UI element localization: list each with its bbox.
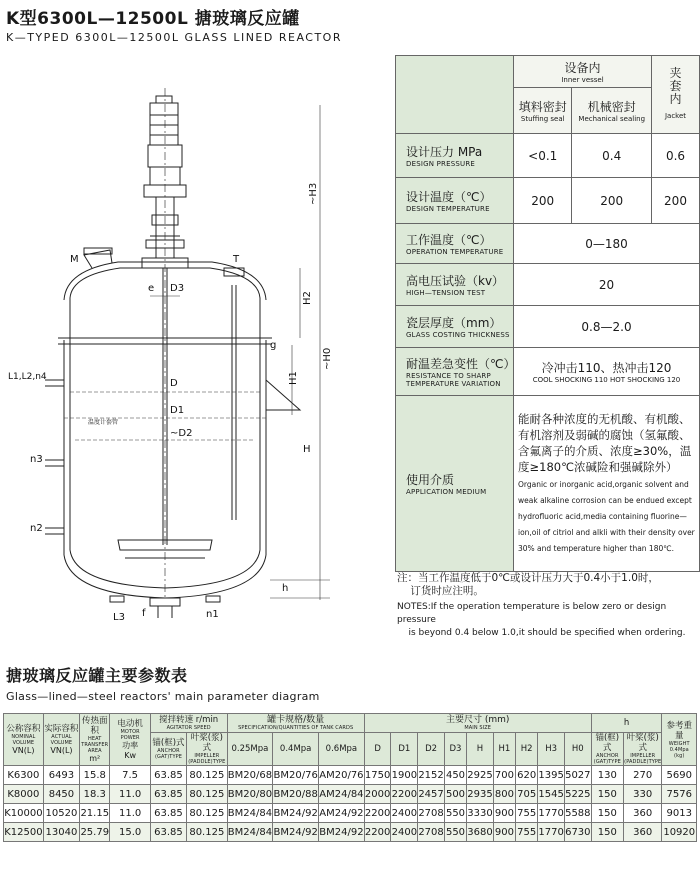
table-cell: 5027 [564,766,591,785]
label-thermo-tag: 温度计套管 [88,419,119,426]
dim-H3: H3 [538,733,565,766]
h-anchor-header: 锚(框)式 ANCHOR (GAT)TYPE [591,733,623,766]
table-cell: BM24/92 [273,804,319,823]
table-cell: 900 [493,823,515,842]
table-cell: 1395 [538,766,565,785]
table-cell: 63.85 [150,785,186,804]
jacket-header: 夹套内 Jacket [652,56,700,134]
table-cell: K10000 [4,804,44,823]
operation-temperature-row: 工作温度（℃） OPERATION TEMPERATURE 0—180 [396,224,700,264]
table-cell: 80.125 [187,804,227,823]
dim-D2: D2 [418,733,445,766]
table-cell: 80.125 [187,766,227,785]
table-row [4,823,697,842]
hv-test-row: 高电压试验（kv） HIGH—TENSION TEST 20 [396,264,700,306]
table-cell: 900 [493,804,515,823]
table-cell: 1770 [538,804,565,823]
table-cell: 3680 [467,823,494,842]
table-cell: 5588 [564,804,591,823]
table-cell: 80.125 [187,823,227,842]
table-cell: BM20/80 [227,785,273,804]
table-cell: 11.0 [110,804,150,823]
spec-table [395,55,700,572]
table-cell: 450 [444,766,466,785]
label-f: f [142,608,146,619]
table-cell: 63.85 [150,766,186,785]
table-cell: 11.0 [110,785,150,804]
table-cell: 1750 [364,766,391,785]
shock-row: 耐温差急变性（℃） RESISTANCE TO SHARP TEMPERATURE VARIATION 冷冲击110、热冲击120 COOL SHOCKING 110 HOT SHOCKING 120 [396,348,700,396]
table-cell: 7.5 [110,766,150,785]
label-n1: n1 [206,609,219,620]
label-D2: ~D2 [170,428,193,439]
dim-H2: H2 [516,733,538,766]
reactor-drawing [0,58,395,628]
table-cell: 13040 [43,823,79,842]
table-cell: 2200 [364,804,391,823]
page-subtitle: K—TYPED 6300L—12500L GLASS LINED REACTOR [6,31,342,44]
dim-D1: D1 [391,733,418,766]
table-cell: 360 [623,804,662,823]
table-cell: 25.79 [80,823,110,842]
paddle-header: 叶桨(浆)式 IMPELLER (PADDLE)TYPE [188,733,226,765]
table-cell: 360 [623,823,662,842]
inner-vessel-header: 设备内 Inner vessel [514,56,652,88]
motor-header: 电动机 MOTOR POWER 功率 Kw [110,714,150,766]
label-H: H [303,444,311,455]
table-cell: 1900 [391,766,418,785]
table-cell: 80.125 [187,785,227,804]
label-h: h [282,583,289,594]
medium-row: 使用介质 APPLICATION MEDIUM 能耐各种浓度的无机酸、有机酸、有机溶剂及弱碱的腐蚀（氢氟酸、含氟离子的介质、浓度≥30%，温度≥180℃浓碱险和强碱除外） Organic or inorganic acid,organic solvent and weak alkaline corrosion can be endued except hydrofluoric acid,media containing fluorine—ion,oil of citriol and alkli with their density over 30% and temperature higher than 180℃. [396,396,700,572]
table-cell: 550 [444,823,466,842]
nominal-header: 公称容积 NOMINAL VOLUME VN(L) [4,714,44,766]
table-cell: 550 [444,804,466,823]
label-H2: H2 [302,291,313,305]
table-cell: BM20/76 [273,766,319,785]
label-n2: n2 [30,523,43,534]
table-cell: BM20/88 [273,785,319,804]
flange-header: 罐卡规格/数量 SPECIFICATION/QUANTITIES OF TANK CARDS [227,714,364,733]
table-cell: 10520 [43,804,79,823]
table-cell: 755 [516,804,538,823]
table-cell: 2457 [418,785,445,804]
table-cell: 705 [516,785,538,804]
size-header: 主要尺寸 (mm) MAIN SIZE [364,714,591,733]
table-cell: 1770 [538,823,565,842]
label-D: D [170,378,178,389]
table-cell: 6730 [564,823,591,842]
h-header: h [591,714,662,733]
table-cell: 500 [444,785,466,804]
label-H1: H1 [288,371,299,385]
label-H0: ~H0 [322,347,333,370]
table-cell: K6300 [4,766,44,785]
h-paddle-header: 叶桨(浆)式 IMPELLER (PADDLE)TYPE [624,733,662,765]
actual-header: 实际容积 ACTUAL VOLUME VN(L) [43,714,79,766]
table-cell: 2152 [418,766,445,785]
table-row [4,804,697,823]
table-cell: BM24/84 [227,823,273,842]
table-cell: 2200 [364,823,391,842]
anchor-header: 锚(框)式 ANCHOR (GAT)TYPE [150,733,186,766]
table-cell: 700 [493,766,515,785]
table-cell: BM20/68 [227,766,273,785]
label-L1L2n4: L1,L2,n4 [8,372,47,382]
table-cell: 3330 [467,804,494,823]
label-M: M [70,254,79,265]
table-cell: 2708 [418,804,445,823]
motor-shape [150,103,178,145]
label-n3: n3 [30,454,43,465]
table-cell: 63.85 [150,823,186,842]
table-cell: 150 [591,823,623,842]
table-cell: 755 [516,823,538,842]
table-row [4,785,697,804]
table-cell: 5225 [564,785,591,804]
table-cell: 2400 [391,823,418,842]
label-D1: D1 [170,405,185,416]
table-cell: BM24/84 [227,804,273,823]
table-cell: BM24/92 [319,823,365,842]
table-cell: 9013 [662,804,697,823]
table-cell: 10920 [662,823,697,842]
dim-D: D [364,733,391,766]
table-cell: 2400 [391,804,418,823]
label-H3: ~H3 [308,182,319,205]
label-g: g [270,340,277,351]
table-cell: BM24/92 [273,823,319,842]
glass-thickness-row: 瓷层厚度（mm） GLASS COSTING THICKNESS 0.8—2.0 [396,306,700,348]
table-cell: AM24/92 [319,804,365,823]
section-subtitle: Glass—lined—steel reactors' main parameter diagram [6,690,320,703]
dim-D3: D3 [444,733,466,766]
params-table [3,713,697,842]
notes-en: NOTES:If the operation temperature is below zero or design pressure is beyond 0.4 below 1.0,it should be specified when ordering. [397,602,686,638]
table-cell: 8450 [43,785,79,804]
table-cell: 620 [516,766,538,785]
table-cell: 2925 [467,766,494,785]
table-cell: 330 [623,785,662,804]
page-title: K型6300L—12500L 搪玻璃反应罐 [6,9,300,29]
table-cell: 2935 [467,785,494,804]
dim-H0: H0 [564,733,591,766]
label-L3: L3 [113,612,125,623]
table-cell: 270 [623,766,662,785]
p3-header: 0.6Mpa [319,733,365,766]
dim-H: H [467,733,494,766]
table-cell: 1545 [538,785,565,804]
table-cell: 7576 [662,785,697,804]
table-cell: 130 [591,766,623,785]
table-cell: 150 [591,785,623,804]
p2-header: 0.4Mpa [273,733,319,766]
area-header: 传热面积 HEAT TRANSFER AREA m² [80,714,110,766]
notes [397,572,700,640]
table-cell: 15.0 [110,823,150,842]
section-title: 搪玻璃反应罐主要参数表 [6,666,188,685]
label-e: e [148,283,155,294]
agitator-header: 搅拌转速 r/min AGITATOR SPEED [150,714,227,733]
table-cell: 18.3 [80,785,110,804]
table-cell: 800 [493,785,515,804]
label-T: T [233,254,240,265]
table-row [4,766,697,785]
table-cell: 150 [591,804,623,823]
design-temperature-row: 设计温度（℃） DESIGN TEMPERATURE 200 200 200 [396,178,700,224]
table-cell: AM24/84 [319,785,365,804]
table-cell: 2708 [418,823,445,842]
params-body [4,766,697,842]
table-cell: 6493 [43,766,79,785]
table-cell: 21.15 [80,804,110,823]
table-cell: K8000 [4,785,44,804]
mechanical-seal-header: 机械密封 Mechanical sealing [572,88,652,134]
design-pressure-row: 设计压力 MPa DESIGN PRESSURE <0.1 0.4 0.6 [396,134,700,178]
p1-header: 0.25Mpa [227,733,273,766]
table-cell: 2200 [391,785,418,804]
stuffing-seal-header: 填料密封 Stuffing seal [514,88,572,134]
table-cell: 63.85 [150,804,186,823]
table-cell: 2000 [364,785,391,804]
dim-H1: H1 [493,733,515,766]
weight-header: 参考重量 WEIGHT 0.4Mpa (kg) [662,714,697,766]
table-cell: K12500 [4,823,44,842]
label-D3: D3 [170,283,185,294]
table-cell: 15.8 [80,766,110,785]
notes-cn: 注：当工作温度低于0℃或设计压力大于0.4小于1.0时， 订货时应注明。 [397,572,659,597]
table-cell: AM20/76 [319,766,365,785]
table-cell: 5690 [662,766,697,785]
